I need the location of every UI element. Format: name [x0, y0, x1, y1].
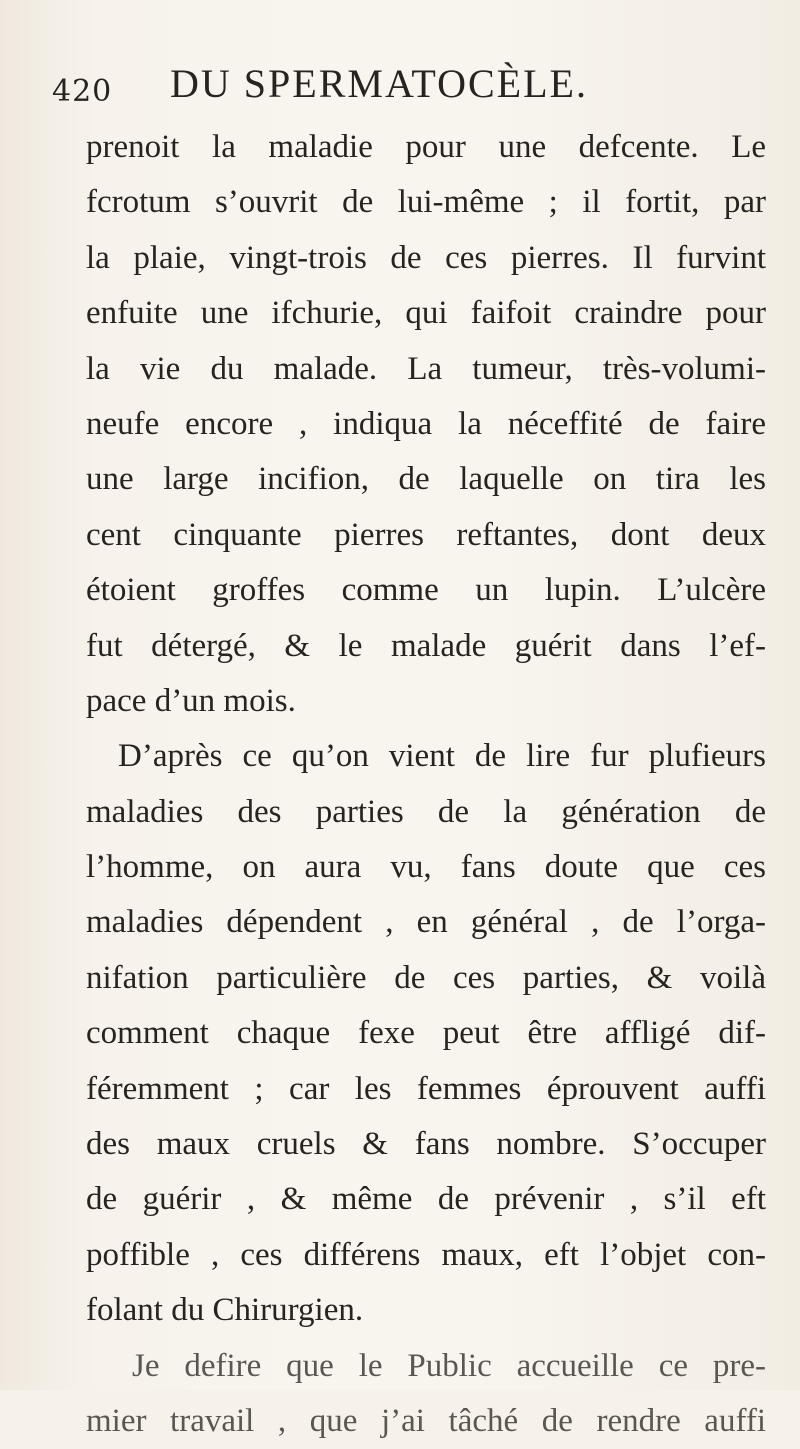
text-line: étoient groffes comme un lupin. L’ulcère [86, 572, 766, 609]
text-line: pace d’un mois. [86, 682, 296, 719]
text-line: l’homme, on aura vu, fans doute que ces [86, 849, 766, 886]
page-number: 420 [52, 74, 113, 109]
text-line: D’après ce qu’on vient de lire fur plufieurs [118, 738, 766, 775]
text-line: la vie du malade. La tumeur, très-volumi- [86, 350, 766, 387]
text-line: poffible , ces différens maux, eft l’objet con- [86, 1236, 766, 1273]
text-line: Je defire que le Public accueille ce pre- [132, 1347, 766, 1384]
text-line: féremment ; car les femmes éprouvent auffi [86, 1070, 766, 1107]
text-line: de guérir , & même de prévenir , s’il eft [86, 1181, 766, 1218]
text-line: nifation particulière de ces parties, & voilà [86, 959, 766, 996]
text-line: prenoit la maladie pour une defcente. Le [86, 129, 766, 165]
text-line: une large incifion, de laquelle on tira les [86, 461, 766, 498]
text-line: maladies dépendent , en général , de l’orga- [86, 904, 766, 941]
text-line: mier travail , que j’ai tâché de rendre auffi [86, 1402, 766, 1439]
text-line: des maux cruels & fans nombre. S’occuper [86, 1126, 766, 1163]
page-header [52, 60, 752, 110]
text-line: fut détergé, & le malade guérit dans l’ef- [86, 627, 766, 664]
text-line: la plaie, vingt-trois de ces pierres. Il furvint [86, 239, 766, 276]
text-line: neufe encore , indiqua la néceffité de faire [86, 405, 766, 442]
text-line: comment chaque fexe peut être affligé dif- [86, 1015, 766, 1052]
body-text [86, 120, 766, 1449]
text-line: cent cinquante pierres reftantes, dont deux [86, 516, 766, 553]
text-line: enfuite une ifchurie, qui faifoit craindre pour [86, 295, 766, 332]
running-title: DU SPERMATOCÈLE. [170, 61, 588, 106]
text-line: folant du Chirurgien. [86, 1292, 364, 1329]
text-line: maladies des parties de la génération de [86, 793, 766, 830]
text-line: fcrotum s’ouvrit de lui-même ; il fortit, par [86, 184, 766, 221]
